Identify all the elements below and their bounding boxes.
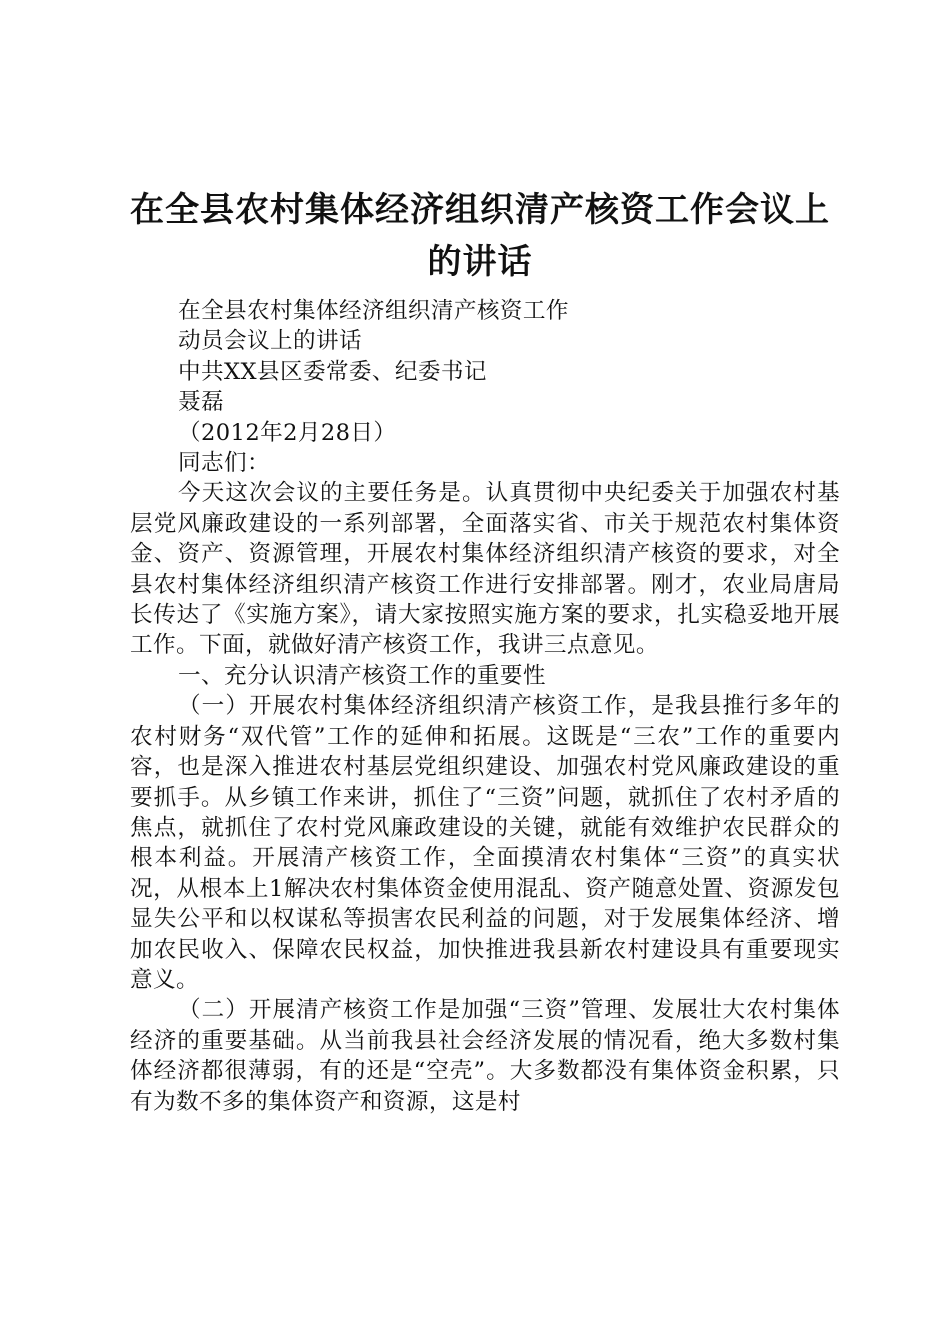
paragraph-point-1: （一）开展农村集体经济组织清产核资工作，是我县推行多年的农村财务“双代管”工作的延伸和拓展。这既是“三农”工作的重要内容，也是深入推进农村基层党组织建设、加强农村党风廉政建设的重要抓手。从乡镇工作来讲，抓住了“三资”问题，就抓住了农村矛盾的焦点，就抓住了农村党风廉政建设的关键，就能有效维护农民群众的根本利益。开展清产核资工作，全面摸清农村集体“三资”的真实状况，从根本上1解决农村集体资金使用混乱、资产随意处置、资源发包显失公平和以权谋私等损害农民利益的问题，对于发展集体经济、增加农民收入、保障农民权益，加快推进我县新农村建设具有重要现实意义。 bbox=[130, 693, 840, 993]
title-line-2: 的讲话 bbox=[427, 242, 533, 282]
speech-date: （2012年2月28日） bbox=[178, 419, 397, 446]
subtitle-line-2: 动员会议上的讲话 bbox=[178, 328, 362, 355]
speaker-name: 聂磊 bbox=[178, 389, 224, 416]
subtitle-line-1: 在全县农村集体经济组织清产核资工作 bbox=[178, 298, 569, 324]
salutation: 同志们： bbox=[178, 450, 270, 477]
paragraph-point-2: （二）开展清产核资工作是加强“三资”管理、发展壮大农村集体经济的重要基础。从当前我县社会经济发展的情况看，绝大多数村集体经济都很薄弱，有的还是“空壳”。大多数都没有集体资金积累，只有为数不多的集体资产和资源，这是村 bbox=[130, 997, 840, 1115]
paragraph-intro: 今天这次会议的主要任务是。认真贯彻中央纪委关于加强农村基层党风廉政建设的一系列部署，全面落实省、市关于规范农村集体资金、资产、资源管理，开展农村集体经济组织清产核资的要求，对全县农村集体经济组织清产核资工作进行安排部署。刚才，农业局唐局长传达了《实施方案》，请大家按照实施方案的要求，扎实稳妥地开展工作。下面，就做好清产核资工作，我讲三点意见。 bbox=[130, 480, 840, 659]
speaker-position: 中共XX县区委常委、纪委书记 bbox=[178, 358, 487, 385]
title-line-1: 在全县农村集体经济组织清产核资工作会议上 bbox=[130, 190, 830, 230]
section-heading-1: 一、充分认识清产核资工作的重要性 bbox=[178, 662, 546, 689]
document-title bbox=[110, 184, 850, 288]
document-body bbox=[130, 296, 840, 1117]
